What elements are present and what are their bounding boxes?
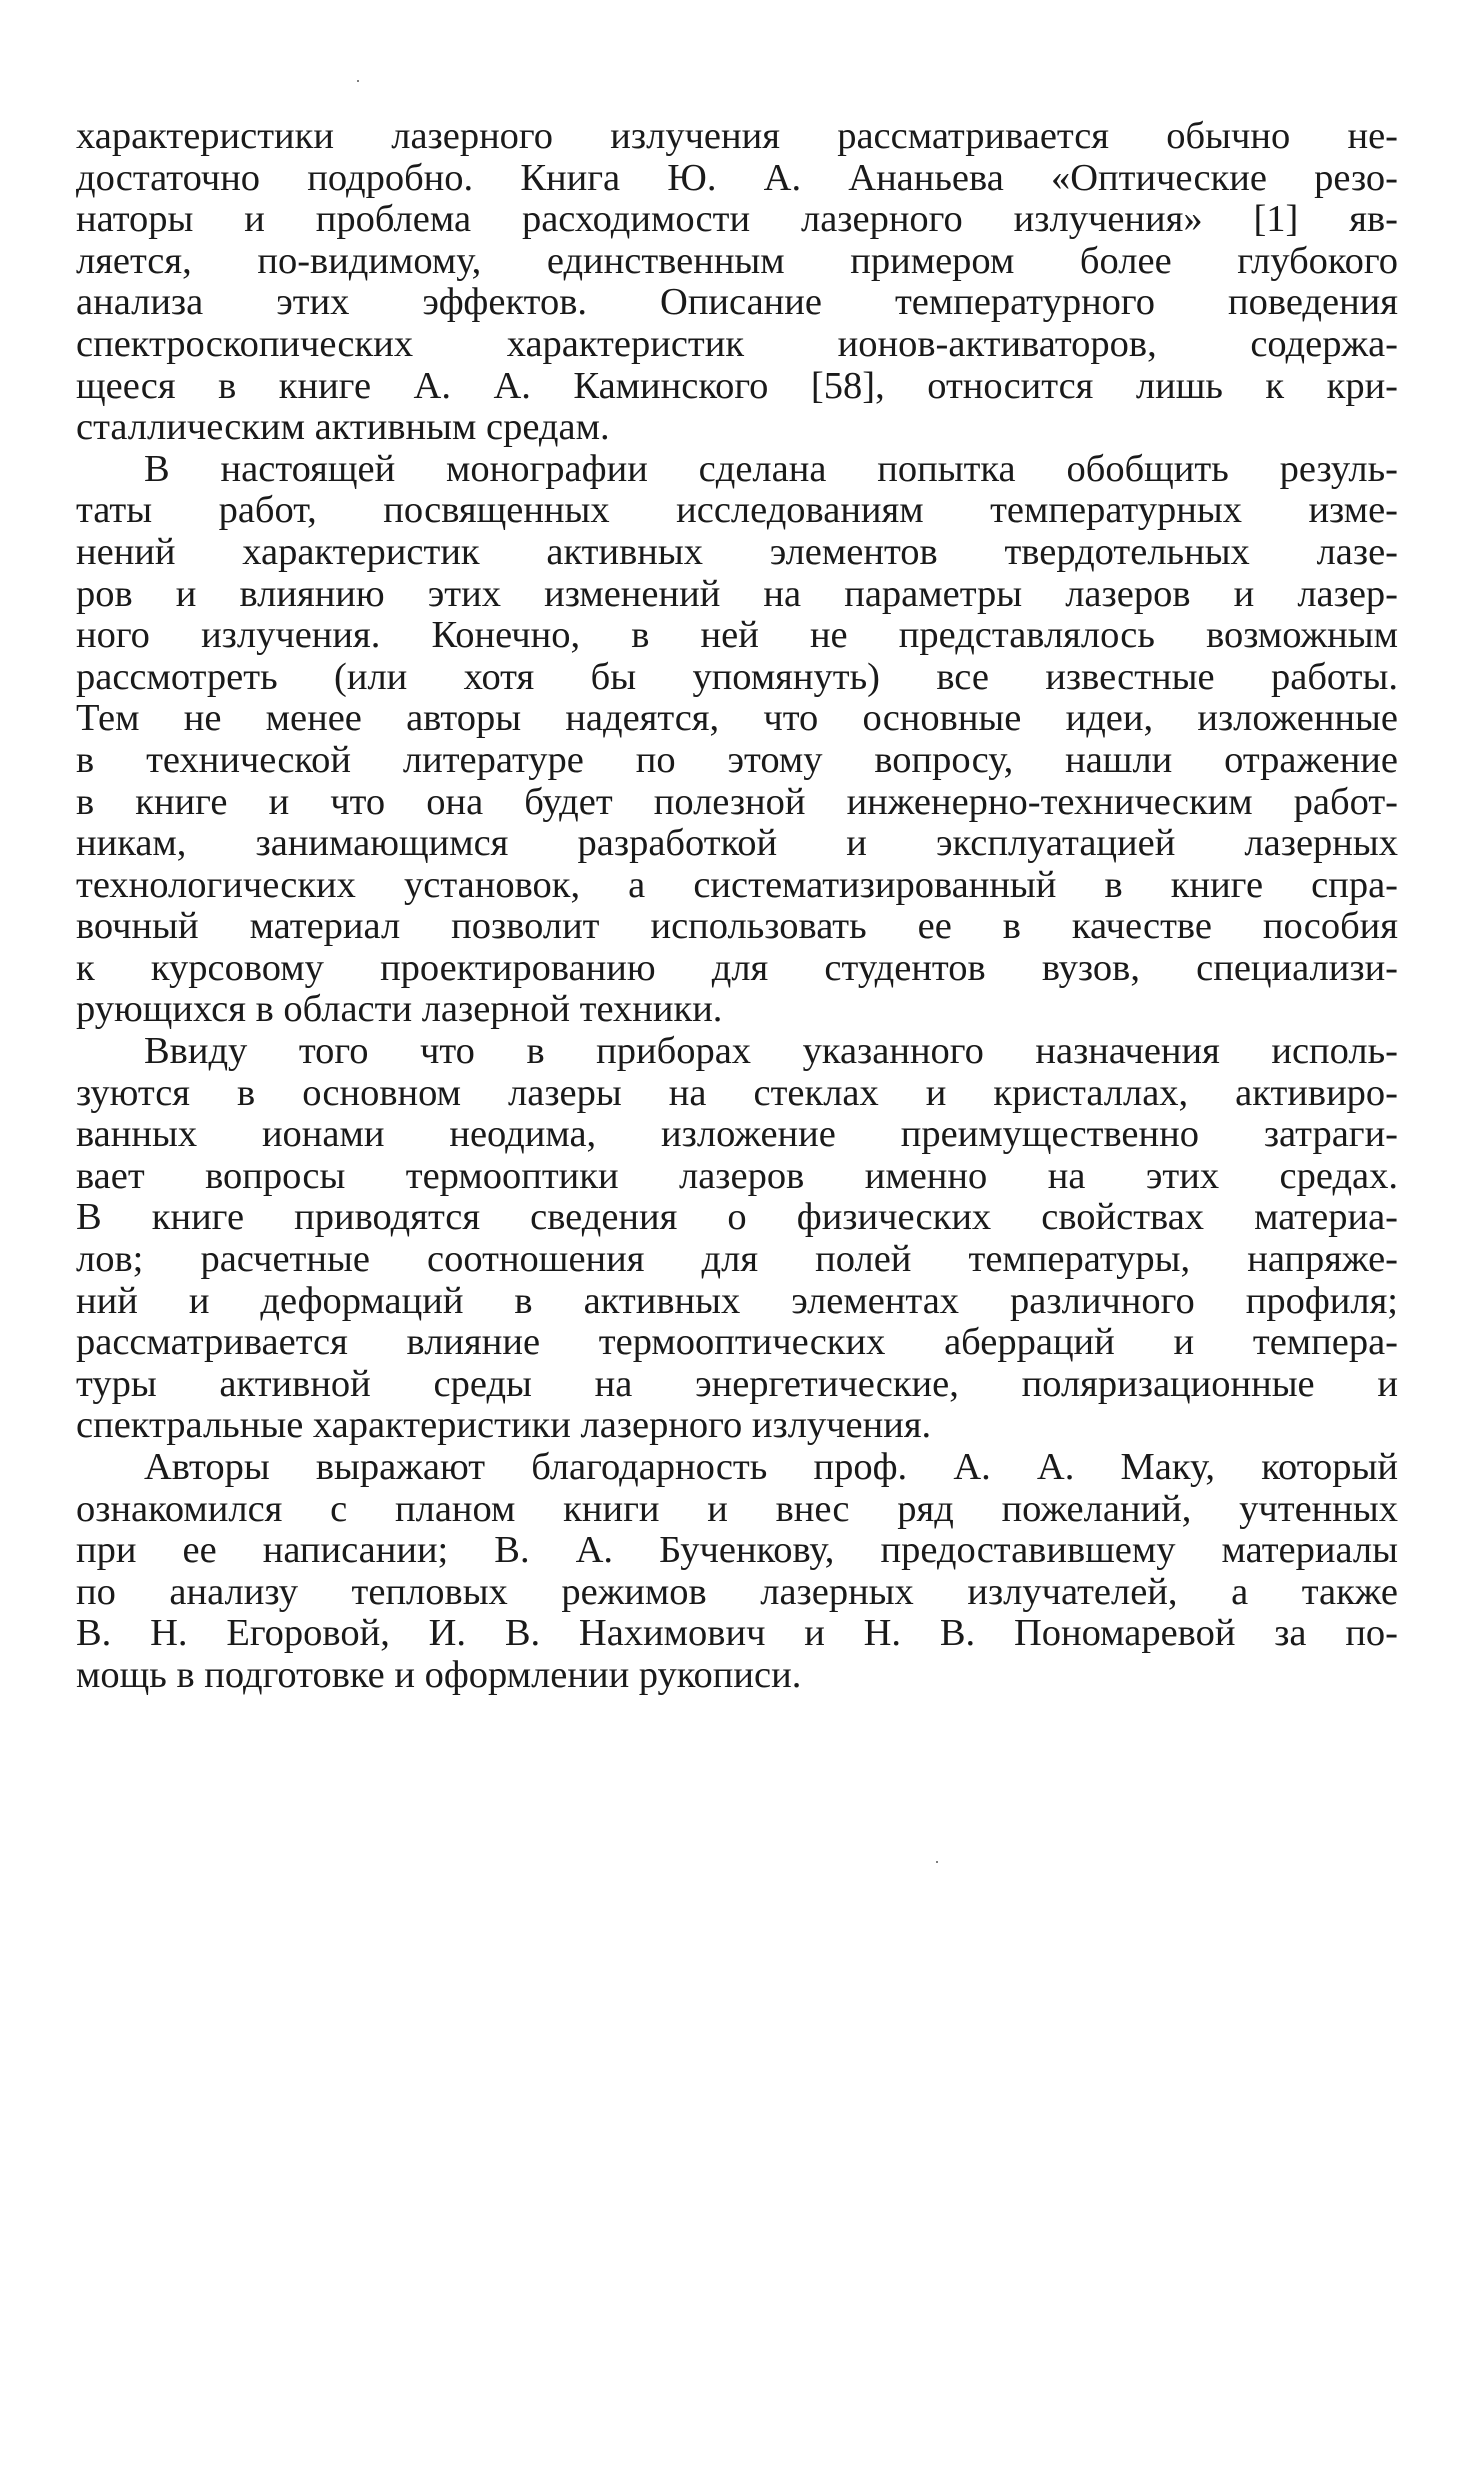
text-line: наторы и проблема расходимости лазерного излучения» [1] яв- (76, 198, 1398, 241)
paragraph-3 (76, 1031, 1398, 1447)
text-line: В настоящей монографии сделана попытка обобщить резуль- (144, 447, 1398, 490)
body-text (76, 116, 1398, 1697)
text-line: В. Н. Егоровой, И. В. Нахимович и Н. В. Пономаревой за по- (76, 1612, 1398, 1655)
text-line: зуются в основном лазеры на стеклах и кристаллах, активиро- (76, 1071, 1398, 1114)
text-line: В книге приводятся сведения о физических свойствах материа- (76, 1196, 1398, 1239)
text-line: Авторы выражают благодарность проф. А. А. Маку, который (144, 1446, 1398, 1488)
paragraph-2 (76, 449, 1398, 1031)
text-line: спектральные характеристики лазерного излучения. (76, 1404, 932, 1447)
text-line: ванных ионами неодима, изложение преимущественно затраги- (76, 1113, 1398, 1156)
text-line: щееся в книге А. А. Каминского [58], относится лишь к кри- (76, 364, 1398, 407)
text-line: в технической литературе по этому вопросу, нашли отражение (76, 738, 1398, 781)
paragraph-4 (76, 1447, 1398, 1697)
text-line: рующихся в области лазерной техники. (76, 988, 723, 1031)
print-speck (357, 80, 359, 82)
text-line: спектроскопических характеристик ионов-активаторов, содержа- (76, 322, 1398, 365)
text-line: туры активной среды на энергетические, поляризационные и (76, 1362, 1398, 1405)
text-line: лов; расчетные соотношения для полей температуры, напряже- (76, 1238, 1398, 1281)
text-line: ляется, по-видимому, единственным примером более глубокого (76, 239, 1398, 282)
text-line: достаточно подробно. Книга Ю. А. Ананьева «Оптические резо- (76, 156, 1398, 199)
text-line: вает вопросы термооптики лазеров именно на этих средах. (76, 1154, 1398, 1197)
text-line: вочный материал позволит использовать ее в качестве пособия (76, 905, 1398, 948)
text-line: при ее написании; В. А. Бученкову, предоставившему материалы (76, 1529, 1398, 1572)
text-line: ров и влиянию этих изменений на параметры лазеров и лазер- (76, 572, 1398, 615)
text-line: сталлическим активным средам. (76, 406, 610, 449)
text-line: мощь в подготовке и оформлении рукописи. (76, 1653, 802, 1696)
text-line: рассматривается влияние термооптических аберраций и темпера- (76, 1321, 1398, 1364)
text-line: технологических установок, а систематизированный в книге спра- (76, 863, 1398, 906)
print-speck (936, 1861, 938, 1863)
paragraph-1 (76, 116, 1398, 449)
text-line: нений характеристик активных элементов твердотельных лазе- (76, 530, 1398, 573)
text-line: ознакомился с планом книги и внес ряд пожеланий, учтенных (76, 1487, 1398, 1530)
text-line: характеристики лазерного излучения рассматривается обычно не- (76, 115, 1398, 157)
text-line: никам, занимающимся разработкой и эксплуатацией лазерных (76, 822, 1398, 865)
text-line: ний и деформаций в активных элементах различного профиля; (76, 1279, 1398, 1322)
text-line: таты работ, посвященных исследованиям температурных изме- (76, 489, 1398, 532)
text-line: к курсовому проектированию для студентов вузов, специализи- (76, 946, 1398, 989)
text-line: ного излучения. Конечно, в ней не представлялось возможным (76, 614, 1398, 657)
text-line: по анализу тепловых режимов лазерных излучателей, а также (76, 1570, 1398, 1613)
text-line: Ввиду того что в приборах указанного назначения исполь- (144, 1030, 1398, 1073)
text-line: анализа этих эффектов. Описание температурного поведения (76, 281, 1398, 324)
text-line: Тем не менее авторы надеятся, что основные идеи, изложенные (76, 697, 1398, 740)
text-line: рассмотреть (или хотя бы упомянуть) все известные работы. (76, 655, 1398, 698)
text-line: в книге и что она будет полезной инженерно-техническим работ- (76, 780, 1398, 823)
